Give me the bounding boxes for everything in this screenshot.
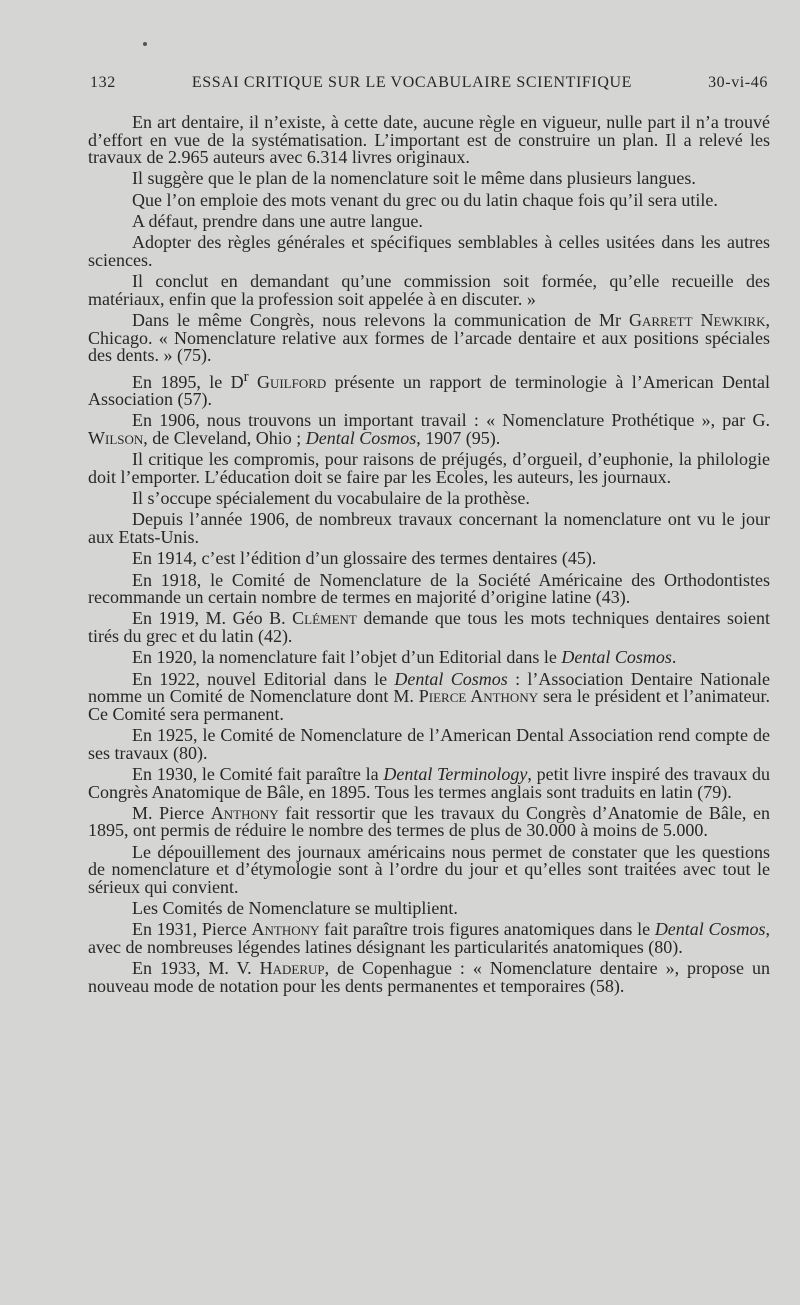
- paragraph: En 1925, le Comité de Nomenclature de l’American Dental Association rend compte de ses travaux (80).: [88, 725, 770, 763]
- author-name: Guilford: [256, 371, 327, 392]
- paragraph: Que l’on emploie des mots venant du grec ou du latin chaque fois qu’il sera utile.: [132, 189, 718, 210]
- date-code: 30-vi-46: [708, 74, 768, 91]
- text-run: : l’Association Dentaire Nationale nomme un Comité de Nomenclature dont M.: [88, 668, 770, 707]
- text-run: En 1919, M. Géo B.: [132, 608, 293, 629]
- text-run: En 1920, la nomenclature fait l’objet d’un Editorial dans le: [132, 647, 562, 668]
- text-run: En 1895, le D: [132, 371, 244, 392]
- paragraph: Il critique les compromis, pour raisons de préjugés, d’orgueil, d’euphonie, la philologie doit l’emporter. L’éducation doit se faire par les Ecoles, les auteurs, les journaux.: [88, 449, 770, 487]
- text-run: En 1922, nouvel Editorial dans le: [132, 668, 395, 689]
- body-text: [88, 114, 770, 999]
- paragraph: [88, 610, 770, 645]
- paragraph: En art dentaire, il n’existe, à cette date, aucune règle en vigueur, nulle part il n’a trouvé d’effort en vue de la systématisation. L’important est de construire un plan. Il a relevé les travaux de 2.965 auteurs avec 6.314 livres originaux.: [88, 112, 770, 168]
- paragraph: Les Comités de Nomenclature se multiplient.: [132, 898, 458, 919]
- text-run: En 1906, nous trouvons un important travail : « Nomenclature Prothétique », par G.: [132, 410, 770, 431]
- text-run: En 1933, M. V.: [132, 958, 260, 979]
- paragraph: Depuis l’année 1906, de nombreux travaux concernant la nomenclature ont vu le jour aux Etats-Unis.: [88, 509, 770, 548]
- text-run: , 1907 (95).: [416, 428, 501, 448]
- paragraph: [88, 312, 770, 365]
- paragraph: [88, 960, 770, 995]
- text-run: sera le président et l’animateur. Ce Comité sera permanent.: [88, 686, 771, 724]
- ink-speck: [143, 42, 147, 46]
- journal-title: Dental Cosmos: [394, 668, 508, 689]
- journal-title: Dental Cosmos: [561, 647, 672, 668]
- running-header: [90, 74, 768, 92]
- paragraph: [88, 668, 771, 724]
- journal-title: Dental Cosmos: [654, 919, 766, 940]
- paragraph: Il s’occupe spécialement du vocabulaire de la prothèse.: [132, 488, 530, 509]
- text-run: , de Copenhague : « Nomenclature dentaire », propose un nouveau mode de notation pour les dents permanentes et temporaires (58).: [88, 958, 770, 996]
- text-run: M. Pierce: [132, 802, 211, 823]
- paragraph: Il conclut en demandant qu’une commission soit formée, qu’elle recueille des matériaux, enfin que la profession soit appelée à en discuter. »: [88, 271, 770, 309]
- paragraph: [88, 369, 770, 409]
- journal-title: Dental Cosmos: [305, 428, 417, 448]
- text-run: demande que tous les mots techniques dentaires soient tirés du grec et du latin (42).: [88, 608, 770, 647]
- author-name: Haderup: [259, 958, 325, 979]
- paragraph: En 1918, le Comité de Nomenclature de la Société Américaine des Orthodontistes recommande un certain nombre de termes en majorité d’origine latine (43).: [88, 569, 770, 608]
- text-run: Dans le même Congrès, nous relevons la communication de Mr: [132, 310, 629, 331]
- journal-title: Dental Terminology: [383, 763, 528, 784]
- author-name: Wilson: [88, 428, 144, 448]
- author-name: Clément: [292, 608, 357, 629]
- text-run: En 1931, Pierce: [132, 919, 252, 940]
- author-name: Anthony: [251, 919, 320, 940]
- paragraph: En 1914, c’est l’édition d’un glossaire des termes dentaires (45).: [132, 548, 597, 569]
- author-name: Anthony: [210, 802, 279, 823]
- paragraph: [88, 412, 770, 447]
- text-run: présente un rapport de terminologie à l’American Dental Association (57).: [88, 371, 771, 410]
- text-run: En 1930, le Comité fait paraître la: [132, 763, 384, 784]
- page-number: 132: [90, 74, 116, 91]
- running-title: ESSAI CRITIQUE SUR LE VOCABULAIRE SCIENTIFIQUE: [191, 74, 633, 91]
- author-name: Pierce Anthony: [418, 686, 539, 707]
- text-run: , Chicago. « Nomenclature relative aux formes de l’arcade dentaire et aux positions spéciales des dents. » (75).: [88, 310, 770, 366]
- paragraph: Le dépouillement des journaux américains nous permet de constater que les questions de nomenclature et d’étymologie sont à l’ordre du jour et qu’elles sont traitées avec tout le sérieux qui convient.: [88, 841, 770, 897]
- text-run: fait ressortir que les travaux du Congrès d’Anatomie de Bâle, en 1895, ont permis de réduire le nombre des termes de plus de 30.000 à moins de 5.000.: [88, 802, 771, 841]
- paragraph: [88, 921, 770, 956]
- text-run: , de Cleveland, Ohio ;: [143, 428, 306, 448]
- paragraph: Il suggère que le plan de la nomenclature soit le même dans plusieurs langues.: [132, 168, 696, 189]
- paragraph: [88, 802, 771, 841]
- paragraph: [88, 763, 771, 802]
- text-run: , petit livre inspiré des travaux du Congrès Anatomique de Bâle, en 1895. Tous les termes anglais sont traduits en latin (79).: [88, 763, 771, 802]
- text-run: .: [671, 647, 677, 668]
- text-run: fait paraître trois figures anatomiques dans le: [319, 919, 655, 940]
- text-run: , avec de nombreuses légendes latines désignant les particularités anatomiques (80).: [88, 919, 771, 958]
- paragraph: [88, 649, 770, 667]
- superscript: r: [243, 368, 249, 385]
- paragraph: Adopter des règles générales et spécifiques semblables à celles usitées dans les autres sciences.: [88, 232, 770, 270]
- paragraph: A défaut, prendre dans une autre langue.: [132, 211, 423, 232]
- author-name: Garrett Newkirk: [628, 310, 766, 331]
